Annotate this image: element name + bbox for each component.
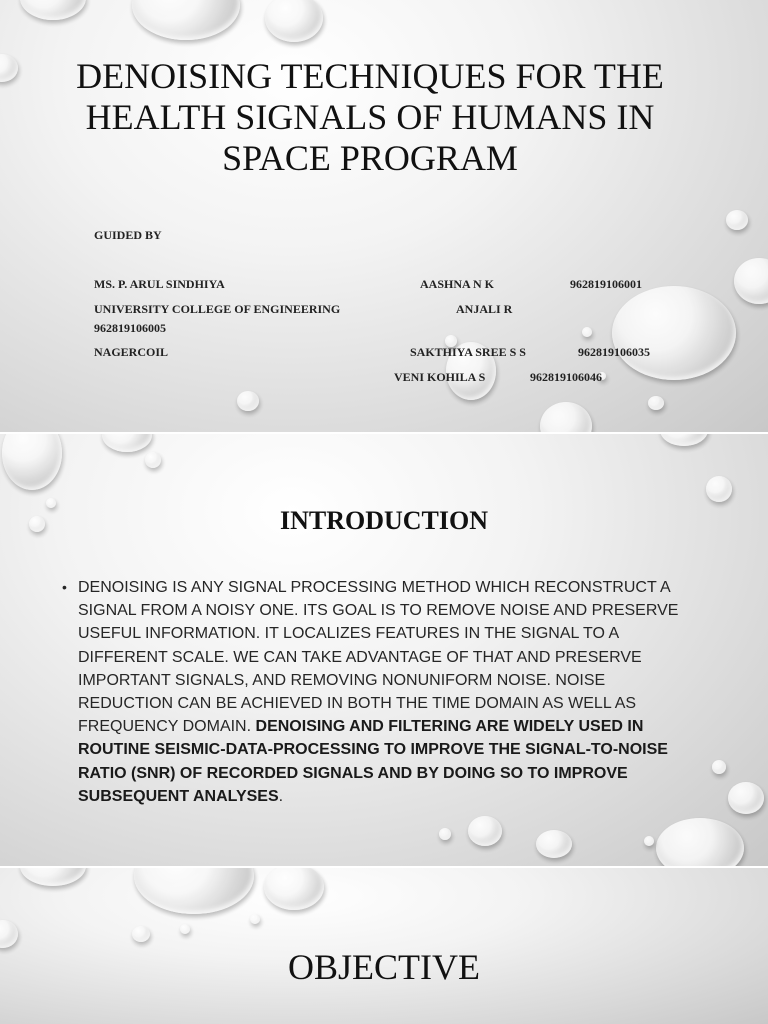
bullet-text <box>78 576 682 808</box>
bullet-bold-text: DENOISING AND FILTERING ARE WIDELY USED IN ROUTINE SEISMIC-DATA-PROCESSING TO IMPROVE THE SIGNAL-TO-NOISE RATIO (SNR) OF RECORDED SIGNALS AND BY DOING SO TO IMPROVE SUBSEQUENT ANALYSES <box>78 718 668 805</box>
student-name: AASHNA N K <box>420 277 495 291</box>
water-drop <box>734 258 768 304</box>
objective-slide <box>0 868 768 1024</box>
water-drop <box>265 0 323 42</box>
water-drop <box>250 914 260 924</box>
water-drop <box>536 830 572 858</box>
guide-college: UNIVERSITY COLLEGE OF ENGINEERING <box>94 302 341 316</box>
introduction-slide <box>0 434 768 866</box>
student-name: ANJALI R <box>456 302 513 316</box>
guided-by-label: GUIDED BY <box>94 228 162 242</box>
student-id: 962819106001 <box>570 277 642 291</box>
water-drop <box>712 760 726 774</box>
slide-heading: INTRODUCTION <box>279 506 489 535</box>
slide-heading: OBJECTIVE <box>288 947 480 987</box>
student-id: 962819106005 <box>94 321 166 335</box>
water-drop <box>0 54 18 82</box>
water-drop <box>102 434 152 452</box>
water-drop <box>20 0 86 20</box>
water-drop <box>660 434 708 446</box>
water-drop <box>439 828 451 840</box>
student-id: 962819106035 <box>578 345 650 359</box>
water-drop <box>20 868 86 886</box>
water-drop <box>706 476 732 502</box>
student-name: VENI KOHILA S <box>394 370 486 384</box>
water-drop <box>644 836 654 846</box>
student-id: 962819106046 <box>530 370 602 384</box>
water-drop <box>656 818 744 866</box>
water-drop <box>264 868 324 910</box>
water-drop <box>726 210 748 230</box>
bullet-end: . <box>278 787 284 805</box>
water-drop <box>612 286 736 380</box>
bullet-item <box>62 576 682 808</box>
water-drop <box>132 0 240 40</box>
title-slide <box>0 0 768 432</box>
water-drop <box>145 452 161 468</box>
water-drop <box>134 868 254 914</box>
water-drop <box>582 327 592 337</box>
water-drop <box>0 920 18 948</box>
water-drop <box>180 924 190 934</box>
guide-name: MS. P. ARUL SINDHIYA <box>94 277 225 291</box>
water-drop <box>648 396 664 410</box>
guide-place: NAGERCOIL <box>94 345 169 359</box>
water-drop <box>540 402 592 432</box>
bullet-plain-text: DENOISING IS ANY SIGNAL PROCESSING METHOD WHICH RECONSTRUCT A SIGNAL FROM A NOISY ONE. ITS GOAL IS TO REMOVE NOISE AND PRESERVE USEFUL INFORMATION. IT LOCALIZES FEATURES IN THE SIGNAL TO A DIFFERENT SCALE. WE CAN TAKE ADVANTAGE OF THAT AND PRESERVE IMPORTANT SIGNALS, AND REMOVING NONUNIFORM NOISE. NOISE REDUCTION CAN BE ACHIEVED IN BOTH THE TIME DOMAIN AS WELL AS FREQUENCY DOMAIN. <box>78 579 679 736</box>
water-drop <box>132 926 150 942</box>
student-name: SAKTHIYA SREE S S <box>410 345 526 359</box>
slide-title: DENOISING TECHNIQUES FOR THE HEALTH SIGNALS OF HUMANS IN SPACE PROGRAM <box>76 56 664 178</box>
water-drop <box>2 434 62 490</box>
water-drop <box>728 782 764 814</box>
bullet-marker: • <box>62 579 67 595</box>
water-drop <box>468 816 502 846</box>
water-drop <box>237 391 259 411</box>
